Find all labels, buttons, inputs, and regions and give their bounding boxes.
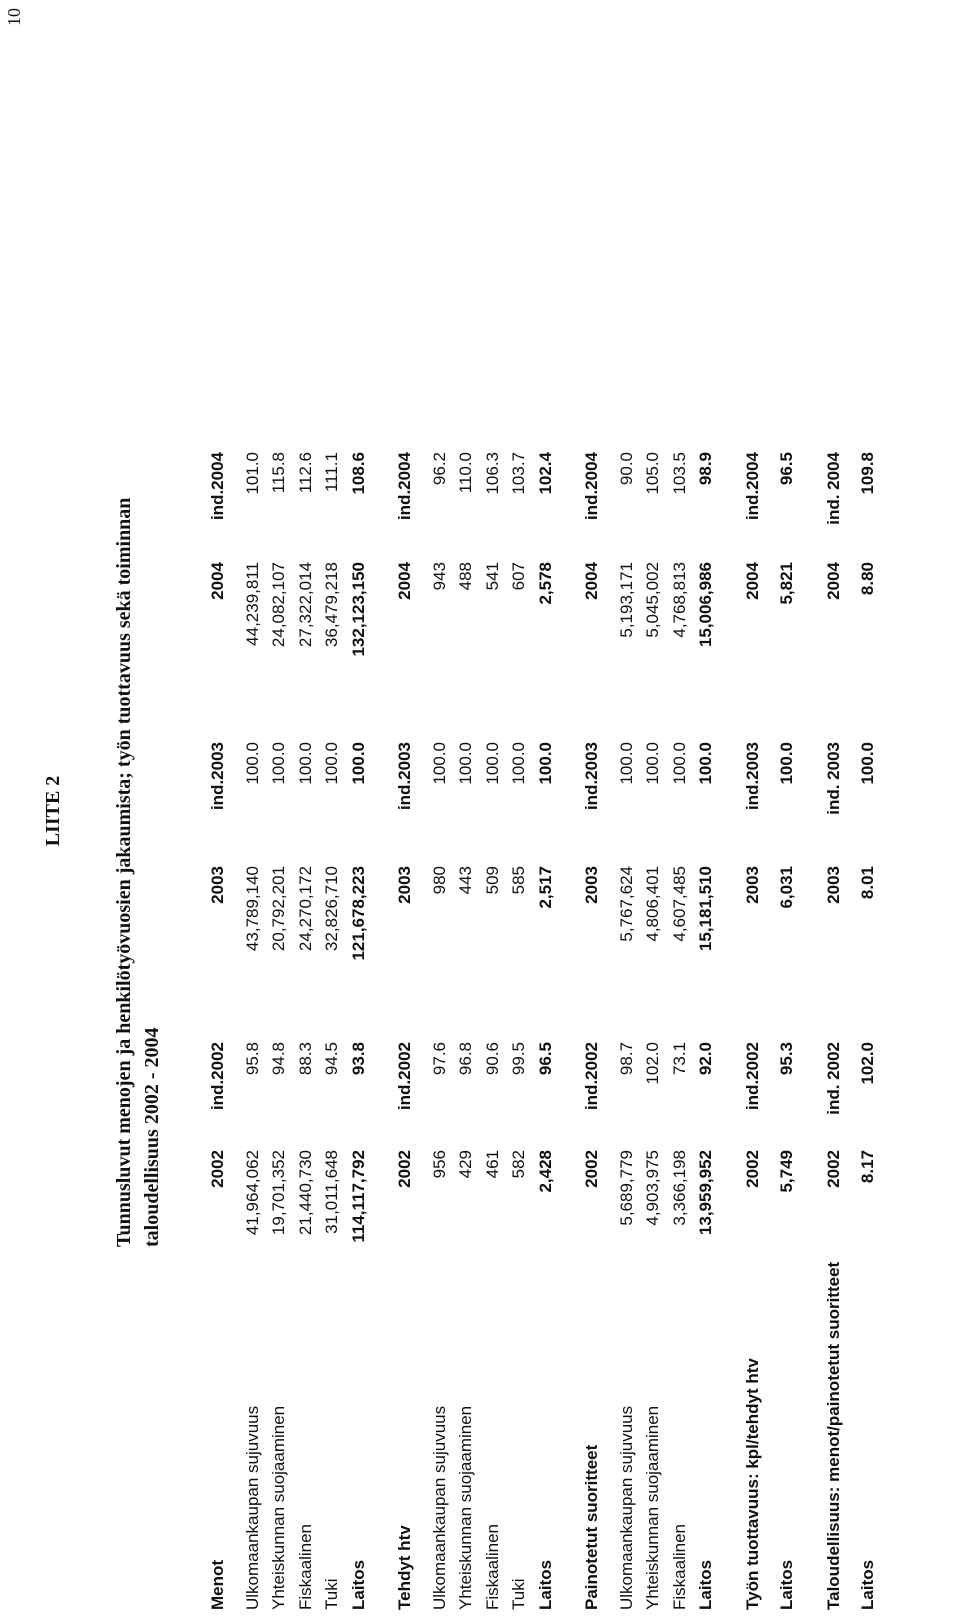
table-cell: 100.0 [295,742,315,785]
table-cell: 2003 [208,866,227,904]
title-line-2: taloudellisuus 2002 - 2004 [141,1027,163,1247]
table-cell: 443 [456,866,475,895]
table-cell: 8.80 [858,562,877,596]
table-cell: 2004 [742,562,762,600]
row-label: Yhteiskunnan suojaaminen [269,1405,288,1610]
table-row [453,452,480,1610]
table-cell: 585 [509,866,528,895]
spacer [606,452,614,1610]
table-cell: 2002 [395,1150,414,1188]
table-cell: 102.4 [535,452,555,495]
table-cell: 99.5 [509,1042,528,1076]
table-row [293,452,320,1610]
table-cell: 98.9 [696,452,715,486]
table-cell: 2004 [823,562,843,600]
table-cell: 24,270,172 [295,866,315,952]
table-cell: 15,181,510 [696,866,715,952]
row-label: Ulkomaankaupan sujuvuus [429,1405,449,1610]
table-cell: 101.0 [242,452,262,495]
table-cell: 103.5 [669,452,689,495]
table-cell: 509 [482,866,502,895]
table-cell: 112.6 [295,452,315,494]
row-label: Laitos [696,1559,715,1610]
table-cell: 5,749 [777,1150,796,1193]
table-cell: 111.1 [322,452,341,493]
table-cell: 95.3 [777,1042,796,1076]
table-cell: ind.2004 [395,452,414,521]
table-cell: 100.0 [429,742,449,785]
table-cell: ind.2002 [395,1042,414,1111]
table-cell: 8.17 [858,1150,877,1184]
table-cell: 2,517 [535,866,555,909]
row-label: Tuki [322,1578,341,1610]
table-cell: ind. 2003 [823,742,843,815]
table-cell: 121,678,223 [348,866,368,961]
table-cell: 2003 [823,866,843,904]
table-cell: 2002 [208,1150,227,1188]
table-cell: 100.0 [242,742,262,785]
table-cell: 488 [456,562,475,591]
table-cell: 100.0 [456,742,475,785]
table-cell: 106.3 [482,452,502,495]
table-cell: 114,117,792 [348,1150,368,1243]
table-cell: 96.2 [429,452,449,486]
table-header [392,452,419,1610]
table-cell: 5,767,624 [616,866,636,942]
table-cell: 27,322,014 [295,562,315,648]
table-cell: 109.8 [858,452,877,495]
section-gap [559,452,579,1610]
row-label: Ulkomaankaupan sujuvuus [242,1405,262,1610]
spacer [766,452,774,1610]
table-cell: 88.3 [295,1042,315,1076]
table-cell: 8.01 [858,866,877,900]
table-header [740,452,767,1610]
total-row [774,452,801,1610]
table-cell: 2004 [395,562,414,600]
table-cell: 95.8 [242,1042,262,1076]
table-cell: ind.2003 [395,742,414,811]
table-cell: 2004 [582,562,601,600]
table-cell: ind.2003 [742,742,762,811]
table-cell: 4,903,975 [643,1150,662,1226]
section-gap [720,452,740,1610]
table-cell: 100.0 [643,742,662,785]
table-cell: 24,082,107 [269,562,288,648]
title-line-1: Tunnusluvut menojen ja henkilötyövuosien jakaumista; työn tuottavuus sekä toiminnan [113,497,135,1247]
spacer [232,452,240,1610]
table-cell: 73.1 [669,1042,689,1076]
table-cell: 2002 [742,1150,762,1188]
table-cell: 4,768,813 [669,562,689,638]
table-cell: 31,011,648 [322,1150,341,1234]
page-number: 10 [4,8,24,26]
table-cell: 4,806,401 [643,866,662,942]
tuottavuus-table [740,452,801,1610]
taloudellisuus-table [821,452,882,1610]
row-label: Tehdyt htv [395,1525,414,1610]
table-cell: 429 [456,1150,475,1179]
row-label: Yhteiskunnan suojaaminen [456,1405,475,1610]
spacer [419,452,427,1610]
table-cell: 43,789,140 [242,866,262,952]
row-label: Fiskaalinen [295,1524,315,1610]
total-row [855,452,882,1610]
row-label: Fiskaalinen [669,1524,689,1610]
table-cell: ind.2004 [742,452,762,521]
table-row [614,452,641,1610]
section-gap [801,452,821,1610]
table-cell: 90.6 [482,1042,502,1076]
table-cell: 98.7 [616,1042,636,1076]
table-row [266,452,293,1610]
suoritteet-table [579,452,720,1610]
table-cell: 5,821 [777,562,796,605]
table-cell: 980 [429,866,449,895]
table-cell: 32,826,710 [322,866,341,952]
row-label: Työn tuottavuus: kpl/tehdyt htv [742,1358,762,1610]
table-cell: 2002 [582,1150,601,1188]
row-label: Laitos [777,1559,796,1610]
page-title [110,498,166,1247]
table-cell: 19,701,352 [269,1150,288,1236]
table-cell: 3,366,198 [669,1150,689,1226]
table-cell: ind. 2004 [823,452,843,525]
table-cell: 21,440,730 [295,1150,315,1236]
table-row [480,452,507,1610]
table-cell: 2,578 [535,562,555,605]
table-row [506,452,533,1610]
table-cell: 94.5 [322,1042,341,1076]
section-gap [372,452,392,1610]
table-cell: 100.0 [696,742,715,785]
table-cell: 100.0 [858,742,877,785]
table-cell: 100.0 [616,742,636,785]
table-cell: ind.2003 [582,742,601,811]
table-cell: 943 [429,562,449,591]
table-cell: 100.0 [348,742,368,785]
htv-table [392,452,559,1610]
table-cell: 36,479,218 [322,562,341,648]
row-label: Taloudellisuus: menot/painotetut suoritteet [823,1261,843,1610]
table-cell: 100.0 [777,742,796,785]
table-row [640,452,667,1610]
spacer [847,452,855,1610]
table-cell: ind.2002 [742,1042,762,1111]
appendix-heading: LIITE 2 [42,775,64,847]
table-cell: ind.2003 [208,742,227,811]
table-cell: 541 [482,562,502,591]
table-cell: 6,031 [777,866,796,909]
table-cell: 2003 [582,866,601,904]
table-cell: 13,959,952 [696,1150,715,1236]
table-cell: 2002 [823,1150,843,1188]
row-label: Painotetut suoritteet [582,1444,601,1610]
table-cell: ind.2004 [208,452,227,521]
table-cell: 4,607,485 [669,866,689,942]
table-cell: 15,006,986 [696,562,715,648]
table-cell: 2,428 [535,1150,555,1193]
total-row [346,452,373,1610]
table-cell: 96.5 [777,452,796,486]
table-cell: 2003 [395,866,414,904]
table-cell: 41,964,062 [242,1150,262,1236]
table-cell: 132,123,150 [348,562,368,657]
menot-table [205,452,372,1610]
table-cell: 5,193,171 [616,562,636,638]
total-row [533,452,560,1610]
table-cell: 102.0 [858,1042,877,1085]
table-cell: 461 [482,1150,502,1179]
table-cell: 100.0 [322,742,341,785]
table-cell: 100.0 [269,742,288,785]
table-cell: 100.0 [669,742,689,785]
row-label: Ulkomaankaupan sujuvuus [616,1405,636,1610]
table-cell: 100.0 [509,742,528,785]
table-cell: 5,689,779 [616,1150,636,1226]
row-label: Fiskaalinen [482,1524,502,1610]
tables-area [205,452,882,1610]
row-label: Laitos [348,1559,368,1610]
table-cell: 100.0 [482,742,502,785]
table-header [821,452,848,1610]
table-row [240,452,267,1610]
table-cell: 607 [509,562,528,591]
table-cell: 94.8 [269,1042,288,1076]
row-label: Laitos [535,1559,555,1610]
table-cell: ind. 2002 [823,1042,843,1115]
table-cell: 92.0 [696,1042,715,1076]
table-cell: 5,045,002 [643,562,662,638]
total-row [693,452,720,1610]
table-row [427,452,454,1610]
table-cell: 90.0 [616,452,636,486]
table-cell: 582 [509,1150,528,1179]
table-cell: 115.8 [269,452,288,494]
table-cell: 2004 [208,562,227,600]
row-label: Laitos [858,1559,877,1610]
row-label: Tuki [509,1578,528,1610]
table-cell: 100.0 [535,742,555,785]
row-label: Menot [208,1559,227,1610]
table-cell: 96.5 [535,1042,555,1076]
table-cell: 96.8 [456,1042,475,1076]
table-cell: 110.0 [456,452,475,494]
table-cell: 93.8 [348,1042,368,1076]
table-cell: 103.7 [509,452,528,495]
table-cell: 108.6 [348,452,368,495]
table-row [319,452,346,1610]
table-cell: 20,792,201 [269,866,288,952]
table-row [667,452,694,1610]
table-cell: 102.0 [643,1042,662,1085]
table-cell: 44,239,811 [242,562,262,646]
table-cell: 105.0 [643,452,662,495]
table-cell: ind.2002 [582,1042,601,1111]
table-cell: 956 [429,1150,449,1179]
table-cell: ind.2004 [582,452,601,521]
table-header [205,452,232,1610]
table-cell: ind.2002 [208,1042,227,1111]
table-cell: 97.6 [429,1042,449,1076]
row-label: Yhteiskunnan suojaaminen [643,1405,662,1610]
table-header [579,452,606,1610]
table-cell: 2003 [742,866,762,904]
